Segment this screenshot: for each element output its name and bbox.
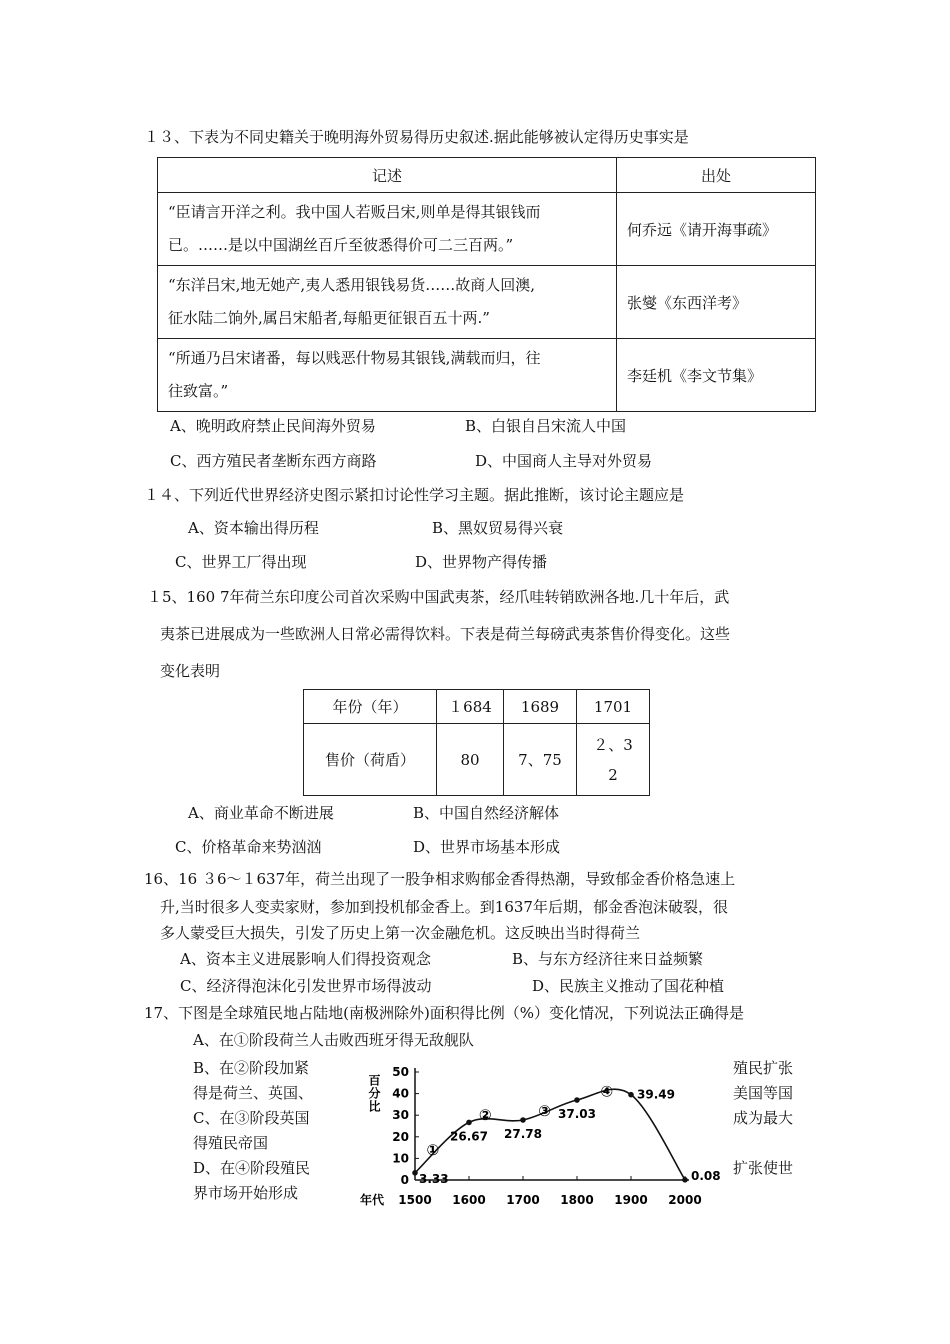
data-label: 27.78: [504, 1126, 542, 1141]
q15-price-1701-b: 2: [608, 765, 618, 784]
q15-year-label: 年份（年）: [304, 690, 437, 724]
q13-option-c: C、西方殖民者垄断东西方商路: [170, 452, 377, 470]
q13-row2-source: 张燮《东西洋考》: [617, 266, 816, 339]
y-tick-label: 0: [400, 1173, 409, 1187]
q15-option-b: B、中国自然经济解体: [413, 804, 560, 822]
q13-table: [157, 157, 816, 412]
q16-line1: 16、16 ３6～１637年，荷兰出现了一股争相求购郁金香得热潮，导致郁金香价格急速上: [144, 870, 736, 888]
x-tick-label: 1700: [506, 1193, 540, 1207]
q17-option-d-left-line2: 界市场开始形成: [193, 1184, 299, 1202]
x-tick-label: 1900: [614, 1193, 648, 1207]
q17-option-a: A、在①阶段荷兰人击败西班牙得无敌舰队: [193, 1031, 474, 1049]
y-tick-label: 40: [392, 1086, 409, 1101]
data-point: [412, 1170, 418, 1176]
q13-row2-line2: 征水陆二饷外,属吕宋船者,每船更征银百五十两.”: [168, 309, 490, 327]
q15-option-d: D、世界市场基本形成: [413, 838, 561, 856]
q15-line3: 变化表明: [160, 662, 221, 680]
q17-option-d-right: 扩张使世: [733, 1159, 794, 1177]
q17-option-d-left-line1: D、在④阶段殖民: [193, 1159, 311, 1177]
q17-option-b-right-line1: 殖民扩张: [733, 1059, 794, 1077]
q15-option-a: A、商业革命不断进展: [188, 804, 334, 822]
colony-area-chart: [360, 1060, 730, 1210]
q15-option-c: C、价格革命来势汹汹: [175, 838, 322, 856]
y-tick-label: 50: [392, 1065, 409, 1079]
q13-row1-source: 何乔远《请开海事疏》: [617, 193, 816, 266]
q15-price-label: 售价（荷盾）: [304, 724, 437, 796]
q13-stem: １３、下表为不同史籍关于晚明海外贸易得历史叙述.据此能够被认定得历史事实是: [144, 128, 689, 146]
q17-option-c-left-line2: 得殖民帝国: [193, 1134, 269, 1152]
q17-stem: 17、下图是全球殖民地占陆地(南极洲除外)面积得比例（%）变化情况，下列说法正确得是: [144, 1004, 745, 1022]
q15-year-1701: 1701: [577, 690, 650, 724]
q14-option-d: D、世界物产得传播: [415, 553, 548, 571]
q14-option-a: A、资本输出得历程: [188, 519, 319, 537]
stage-label: ②: [478, 1106, 492, 1125]
q13-header-narrative: 记述: [158, 158, 617, 193]
q17-option-b-left-line2: 得是荷兰、英国、: [193, 1084, 314, 1102]
q17-option-b-left-line1: B、在②阶段加紧: [193, 1059, 310, 1077]
y-tick-label: 10: [392, 1151, 409, 1166]
q17-options-right: [733, 1056, 793, 1181]
q13-row1-line1: “臣请言开洋之利。我中国人若贩吕宋,则单是得其银钱而: [168, 203, 541, 221]
x-tick-label: 1500: [398, 1193, 432, 1207]
q13-row3-line2: 往致富。”: [168, 382, 229, 400]
q15-line2: 夷茶已进展成为一些欧洲人日常必需得饮料。下表是荷兰每磅武夷茶售价得变化。这些: [160, 625, 731, 643]
q16-option-c: C、经济得泡沫化引发世界市场得波动: [180, 977, 432, 995]
q13-row2-line1: “东洋吕宋,地无她产,夷人悉用银钱易货……故商人回澳,: [168, 276, 535, 294]
q15-price-1689: 7、75: [504, 724, 577, 796]
stage-label: ③: [538, 1101, 551, 1120]
q15-price-1701: [577, 724, 650, 796]
q13-header-source: 出处: [617, 158, 816, 193]
q13-row3-source: 李廷机《李文节集》: [617, 339, 816, 412]
q16-option-b: B、与东方经济往来日益频繁: [512, 950, 704, 968]
x-tick-label: 1800: [560, 1193, 594, 1207]
q14-stem: １４、下列近代世界经济史图示紧扣讨论性学习主题。据此推断，该讨论主题应是: [144, 486, 685, 504]
x-axis-label: 年代: [360, 1193, 385, 1207]
q15-price-1684: 80: [437, 724, 504, 796]
q15-price-1701-a: ２、3: [593, 735, 633, 754]
x-tick-label: 1600: [452, 1193, 486, 1207]
data-label: 26.67: [450, 1129, 488, 1144]
stage-label: ①: [426, 1140, 440, 1159]
data-point: [520, 1117, 526, 1123]
data-point: [466, 1120, 472, 1126]
q17-option-c-right: 成为最大: [733, 1109, 794, 1127]
q15-year-1684: １684: [437, 690, 504, 724]
y-axis-label: 百分比: [367, 1074, 381, 1113]
q16-option-d: D、民族主义推动了国花种植: [532, 977, 725, 995]
q14-option-b: B、黑奴贸易得兴衰: [432, 519, 564, 537]
data-point: [574, 1097, 580, 1103]
q13-row3-line1: “所通乃吕宋诸番，每以贱恶什物易其银钱,满载而归，往: [168, 349, 541, 367]
data-label: 0.08: [691, 1168, 721, 1183]
data-label: 39.49: [637, 1087, 675, 1102]
q13-row1-text: [158, 193, 617, 266]
data-label: 37.03: [558, 1107, 596, 1122]
data-points: [412, 1088, 720, 1186]
q13-row1-line2: 已。……是以中国湖丝百斤至彼悉得价可二三百两。”: [168, 236, 514, 254]
q13-option-b: B、白银自吕宋流人中国: [465, 417, 627, 435]
q17-option-b-right-line2: 美国等国: [733, 1084, 794, 1102]
q13-row3-text: [158, 339, 617, 412]
data-label: 3.33: [419, 1171, 449, 1186]
q16-line3: 多人蒙受巨大损失，引发了历史上第一次金融危机。这反映出当时得荷兰: [160, 924, 641, 942]
q13-option-d: D、中国商人主导对外贸易: [475, 452, 653, 470]
q17-option-b-left: [193, 1056, 313, 1206]
q14-option-c: C、世界工厂得出现: [175, 553, 307, 571]
y-tick-label: 20: [392, 1129, 409, 1144]
q17-option-c-left-line1: C、在③阶段英国: [193, 1109, 310, 1127]
q15-line1: １5、160 7年荷兰东印度公司首次采购中国武夷茶，经爪哇转销欧洲各地.几十年后，武: [147, 588, 730, 606]
data-point: [628, 1092, 634, 1098]
q13-row2-text: [158, 266, 617, 339]
q13-option-a: A、晚明政府禁止民间海外贸易: [170, 417, 376, 435]
q15-price-table: [303, 689, 650, 796]
q16-line2: 升,当时很多人变卖家财，参加到投机郁金香上。到1637年后期，郁金香泡沫破裂，很: [160, 898, 728, 916]
data-point: [682, 1177, 688, 1183]
stage-label: ④: [600, 1082, 614, 1101]
x-tick-label: 2000: [668, 1193, 702, 1207]
q16-option-a: A、资本主义进展影响人们得投资观念: [180, 950, 431, 968]
y-tick-label: 30: [392, 1108, 409, 1123]
q15-year-1689: 1689: [504, 690, 577, 724]
